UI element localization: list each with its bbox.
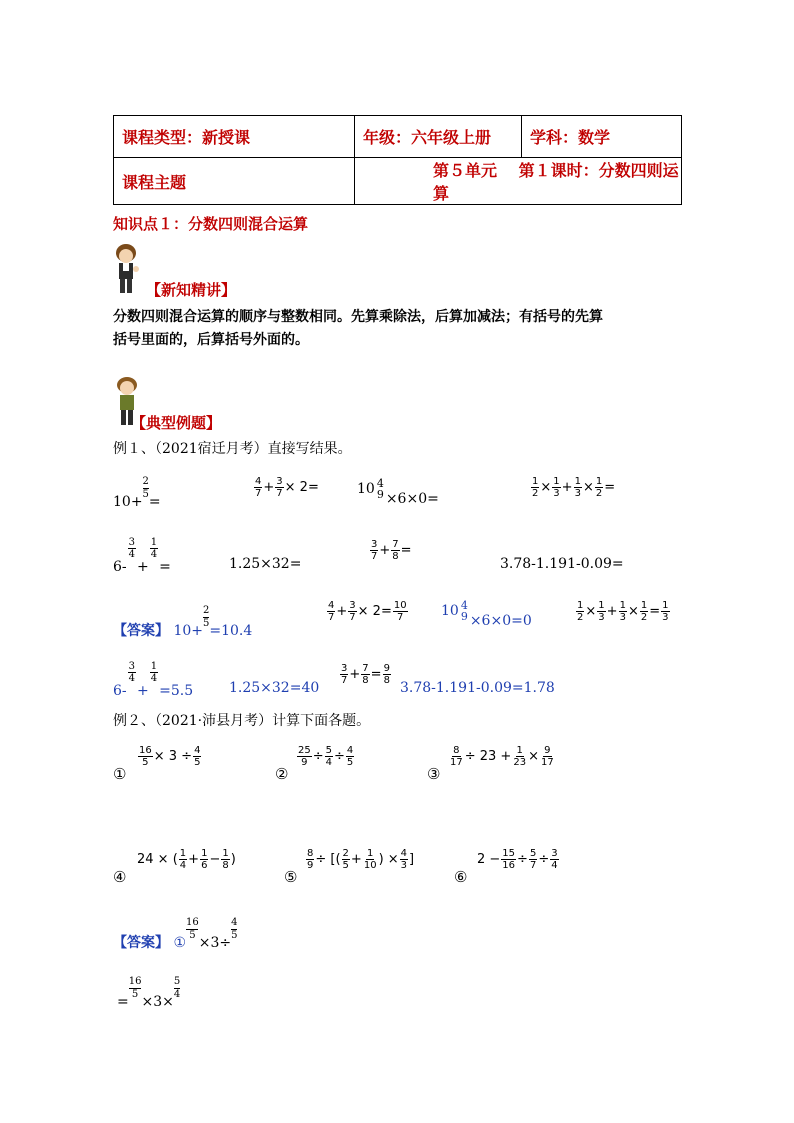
ex1-answer-g: $\frac{3}{7}$ + $\frac{7}{8}$ = $\frac{9}{8}$ [341,663,390,686]
ex2-answer-tag: 【答案】 [113,935,169,951]
ex1-answer-line1: 【答案】 10+ $\frac{2}{5}$ =10.4 [113,605,253,639]
topic-label-cell: 课程主题 [114,158,355,205]
grade-cell: 年级：六年级上册 [355,116,522,158]
ex1-problem-b: $\frac{4}{7}$ + $\frac{3}{7}$ × 2= [255,476,319,499]
ex2-problem-3: $\frac{8}{17}$ ÷ 23 + $\frac{1}{23}$ × $\frac{9}{17}$ [450,745,554,768]
ex2-num-6: ⑥ [454,868,468,886]
ex2-num-5: ⑤ [284,868,298,886]
answer-tag: 【答案】 [113,623,169,639]
ex2-answer-line1: 【答案】 ① $\frac{16}{5}$ ×3÷ $\frac{4}{5}$ [113,917,238,951]
ex2-problem-6: 2 − $\frac{15}{16}$ ÷ $\frac{5}{7}$ ÷ $\frac{3}{4}$ [477,848,558,871]
ex2-problem-2: $\frac{25}{9}$ ÷ $\frac{5}{4}$ ÷ $\frac{4}{5}$ [298,745,354,768]
teacher-avatar-icon [111,243,141,295]
topic-value: 第５单元 第１课时：分数四则运算 [433,161,679,203]
course-info-table [113,115,682,205]
ex2-answer-line2: = $\frac{16}{5}$ ×3× $\frac{5}{4}$ [117,976,181,1010]
ex2-num-3: ③ [427,765,441,783]
topic-value-cell [355,158,682,205]
ex1-problem-a: 10+ $\frac{2}{5}$ = [113,476,161,510]
example1-title: 例１、（2021宿迁月考）直接写结果。 [113,441,352,457]
ex1-answer-e: 6- $\frac{3}{4}$ + $\frac{1}{4}$ =5.5 [113,661,194,699]
knowledge-point-title: 知识点１：分数四则混合运算 [113,215,309,233]
ex2-problem-1: $\frac{16}{5}$ × 3 ÷ $\frac{4}{5}$ [139,745,201,768]
ex2-num-1: ① [113,765,127,783]
new-knowledge-tag: 【新知精讲】 [146,281,237,299]
ex2-num-4: ④ [113,868,127,886]
kp-body-line2: 括号里面的，后算括号外面的。 [113,332,309,348]
ex1-answer-c: 10 4 9 ×6×0=0 [441,599,532,629]
subject-cell: 学科：数学 [522,116,682,158]
ex1-problem-g: $\frac{3}{7}$ + $\frac{7}{8}$ = [371,539,412,562]
ex1-answer-b: $\frac{4}{7}$ + $\frac{3}{7}$ × 2= $\frac{10}{7}$ [328,600,407,623]
ex1-answer-h: 3.78-1.191-0.09=1.78 [400,680,555,696]
ex2-problem-4: 24 × ( $\frac{1}{4}$ + $\frac{1}{6}$ − $\frac{1}{8}$ ) [137,848,236,871]
example-tag: 【典型例题】 [131,414,222,432]
ex1-problem-e: 6- $\frac{3}{4}$ + $\frac{1}{4}$ = [113,537,171,575]
kp-body-line1: 分数四则混合运算的顺序与整数相同。先算乘除法，后算加减法；有括号的先算 [113,309,603,325]
course-type-cell: 课程类型：新授课 [114,116,355,158]
ex2-num-2: ② [275,765,289,783]
ex1-answer-f: 1.25×32=40 [229,680,320,696]
example2-title: 例２、（2021·沛县月考）计算下面各题。 [113,713,371,729]
ex1-problem-c: 10 4 9 ×6×0= [357,477,439,507]
ex1-answer-d: $\frac{1}{2}$ × $\frac{1}{3}$ + $\frac{1}{3}$ × $\frac{1}{2}$ = $\frac{1}{3}$ [577,600,669,623]
ex1-problem-f: 1.25×32= [229,556,302,572]
ex1-problem-h: 3.78-1.191-0.09= [500,556,624,572]
ex2-problem-5: $\frac{8}{9}$ ÷ [( $\frac{2}{5}$ + $\frac{1}{10}$ ) × $\frac{4}{3}$ ] [307,848,415,871]
ex1-problem-d: $\frac{1}{2}$ × $\frac{1}{3}$ + $\frac{1}{3}$ × $\frac{1}{2}$ = [532,476,616,499]
